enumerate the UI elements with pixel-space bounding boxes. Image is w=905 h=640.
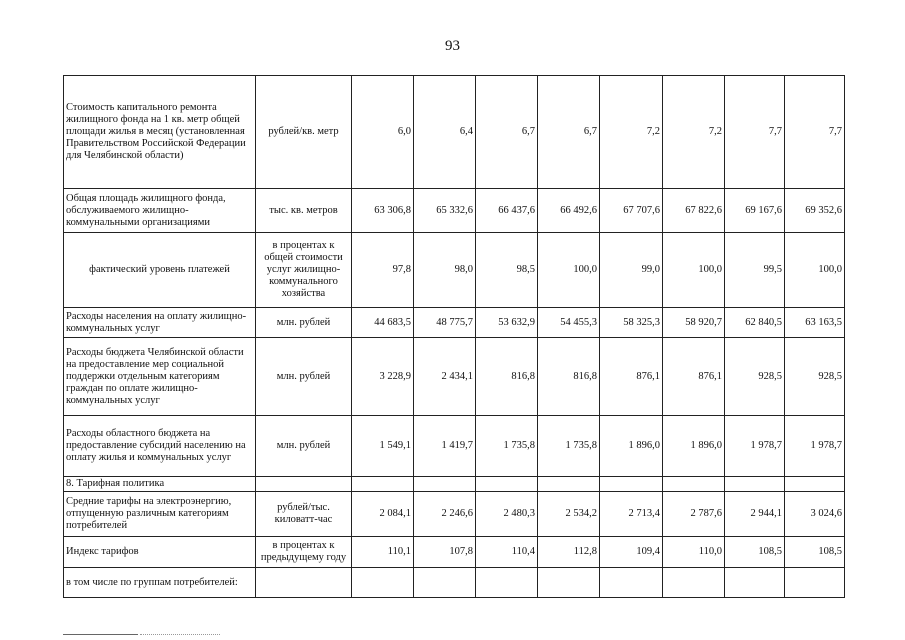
cell-value: 2 246,6	[414, 492, 476, 537]
cell-value: 3 228,9	[352, 338, 414, 416]
cell-value: 108,5	[785, 537, 845, 568]
cell-value	[600, 477, 663, 492]
cell-value	[785, 477, 845, 492]
cell-value: 110,4	[476, 537, 538, 568]
cell-value: 876,1	[663, 338, 725, 416]
cell-value: 2 713,4	[600, 492, 663, 537]
footnote-separator	[63, 634, 138, 635]
cell-value: 1 735,8	[538, 416, 600, 477]
cell-value: 54 455,3	[538, 308, 600, 338]
row-name: Расходы областного бюджета на предоставление субсидий населению на оплату жилья и коммунальных услуг	[64, 416, 256, 477]
cell-value	[725, 477, 785, 492]
table-row	[64, 308, 845, 338]
cell-value: 66 437,6	[476, 189, 538, 233]
cell-value	[785, 568, 845, 598]
table-row	[64, 189, 845, 233]
indicators-table	[63, 75, 845, 598]
cell-value: 2 534,2	[538, 492, 600, 537]
row-unit: рублей/тыс. киловатт-час	[256, 492, 352, 537]
cell-value	[414, 477, 476, 492]
cell-value: 69 167,6	[725, 189, 785, 233]
cell-value: 58 325,3	[600, 308, 663, 338]
cell-value: 7,7	[725, 76, 785, 189]
cell-value: 1 978,7	[785, 416, 845, 477]
table-row	[64, 416, 845, 477]
cell-value: 1 549,1	[352, 416, 414, 477]
cell-value: 110,0	[663, 537, 725, 568]
cell-value: 3 024,6	[785, 492, 845, 537]
cell-value: 98,5	[476, 233, 538, 308]
cell-value: 2 944,1	[725, 492, 785, 537]
cell-value: 2 480,3	[476, 492, 538, 537]
cell-value: 1 896,0	[600, 416, 663, 477]
cell-value	[538, 477, 600, 492]
cell-value: 67 707,6	[600, 189, 663, 233]
cell-value	[663, 477, 725, 492]
cell-value: 876,1	[600, 338, 663, 416]
row-unit: рублей/кв. метр	[256, 76, 352, 189]
cell-value: 100,0	[785, 233, 845, 308]
section-heading: 8. Тарифная политика	[64, 477, 256, 492]
cell-value: 1 419,7	[414, 416, 476, 477]
row-name: Средние тарифы на электроэнергию, отпущенную различным категориям потребителей	[64, 492, 256, 537]
cell-value: 48 775,7	[414, 308, 476, 338]
cell-value: 6,4	[414, 76, 476, 189]
cell-value: 66 492,6	[538, 189, 600, 233]
row-unit: млн. рублей	[256, 416, 352, 477]
row-name: Расходы населения на оплату жилищно-коммунальных услуг	[64, 308, 256, 338]
cell-value: 44 683,5	[352, 308, 414, 338]
cell-value: 97,8	[352, 233, 414, 308]
row-unit: тыс. кв. метров	[256, 189, 352, 233]
cell-value: 63 163,5	[785, 308, 845, 338]
table-row	[64, 338, 845, 416]
cell-value: 100,0	[538, 233, 600, 308]
cell-value	[352, 477, 414, 492]
cell-value	[476, 568, 538, 598]
row-name: Индекс тарифов	[64, 537, 256, 568]
cell-value: 1 735,8	[476, 416, 538, 477]
cell-value	[476, 477, 538, 492]
cell-value	[352, 568, 414, 598]
cell-value: 65 332,6	[414, 189, 476, 233]
cell-value: 100,0	[663, 233, 725, 308]
cell-value: 7,2	[663, 76, 725, 189]
table-row	[64, 76, 845, 189]
cell-value: 99,5	[725, 233, 785, 308]
row-unit	[256, 568, 352, 598]
cell-value: 2 434,1	[414, 338, 476, 416]
cell-value	[414, 568, 476, 598]
cell-value: 6,7	[538, 76, 600, 189]
row-unit: млн. рублей	[256, 338, 352, 416]
row-name: Стоимость капитального ремонта жилищного фонда на 1 кв. метр общей площади жилья в месяц (установленная Правительством Российской Федерации для Челябинской области)	[64, 76, 256, 189]
cell-value: 7,2	[600, 76, 663, 189]
cell-value: 99,0	[600, 233, 663, 308]
cell-value: 1 978,7	[725, 416, 785, 477]
cell-value: 67 822,6	[663, 189, 725, 233]
cell-value: 928,5	[725, 338, 785, 416]
cell-value: 1 896,0	[663, 416, 725, 477]
cell-value: 6,0	[352, 76, 414, 189]
cell-value	[538, 568, 600, 598]
row-unit: в процентах к общей стоимости услуг жилищно-коммунального хозяйства	[256, 233, 352, 308]
cell-value: 816,8	[538, 338, 600, 416]
cell-value: 7,7	[785, 76, 845, 189]
cell-value: 109,4	[600, 537, 663, 568]
cell-value: 6,7	[476, 76, 538, 189]
cell-value: 2 084,1	[352, 492, 414, 537]
cell-value	[600, 568, 663, 598]
row-name: фактический уровень платежей	[64, 233, 256, 308]
page-number: 93	[445, 38, 460, 54]
cell-value: 58 920,7	[663, 308, 725, 338]
cell-value	[663, 568, 725, 598]
table-row	[64, 233, 845, 308]
cell-value: 110,1	[352, 537, 414, 568]
cell-value: 112,8	[538, 537, 600, 568]
footnote-separator-dots	[140, 634, 220, 635]
cell-value: 53 632,9	[476, 308, 538, 338]
cell-value: 107,8	[414, 537, 476, 568]
table-row	[64, 568, 845, 598]
cell-value: 2 787,6	[663, 492, 725, 537]
cell-value: 108,5	[725, 537, 785, 568]
cell-value: 98,0	[414, 233, 476, 308]
row-unit: млн. рублей	[256, 308, 352, 338]
cell-value: 62 840,5	[725, 308, 785, 338]
table-row	[64, 492, 845, 537]
row-unit: в процентах к предыдущему году	[256, 537, 352, 568]
table-row	[64, 477, 845, 492]
cell-value: 69 352,6	[785, 189, 845, 233]
table-row	[64, 537, 845, 568]
row-name: Общая площадь жилищного фонда, обслуживаемого жилищно-коммунальными организациями	[64, 189, 256, 233]
cell-value: 63 306,8	[352, 189, 414, 233]
row-name: Расходы бюджета Челябинской области на предоставление мер социальной поддержки отдельным категориям граждан по оплате жилищно-коммунальных услуг	[64, 338, 256, 416]
row-name: в том числе по группам потребителей:	[64, 568, 256, 598]
row-unit	[256, 477, 352, 492]
cell-value: 928,5	[785, 338, 845, 416]
cell-value	[725, 568, 785, 598]
cell-value: 816,8	[476, 338, 538, 416]
